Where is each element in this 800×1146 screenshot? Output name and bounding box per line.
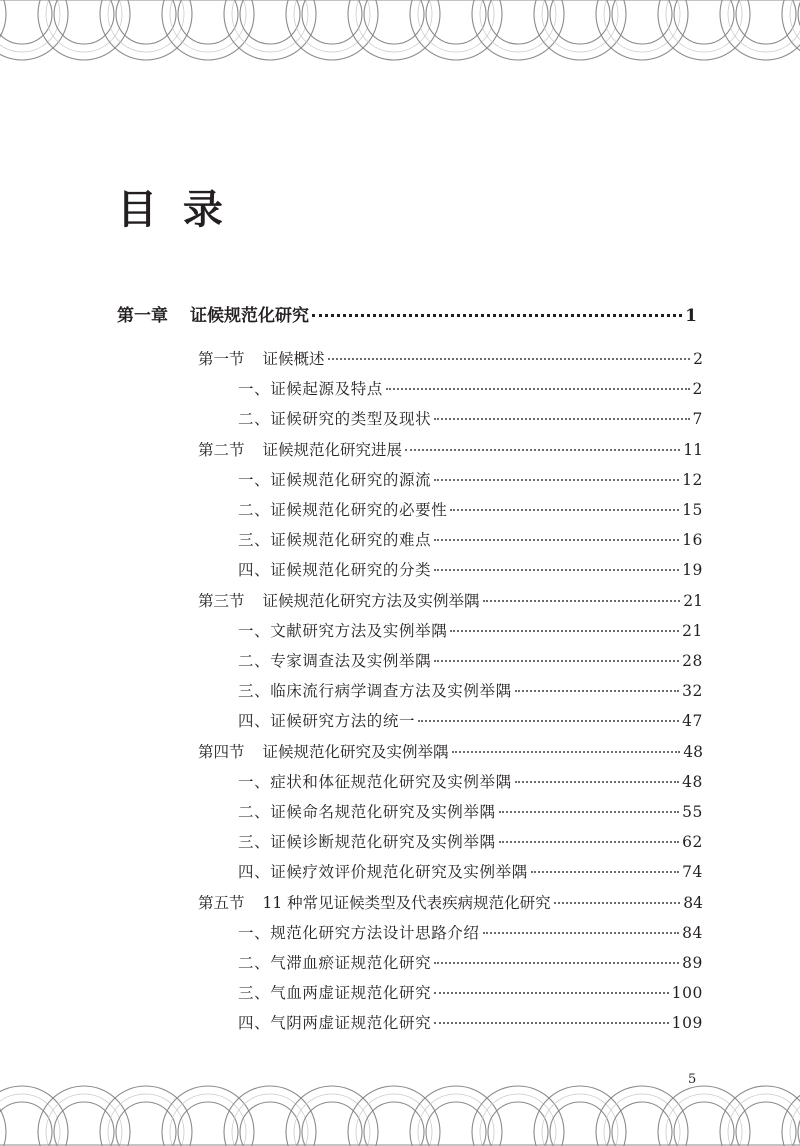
entry-page-number: 109: [671, 1014, 703, 1033]
entry-page-number: 21: [683, 591, 703, 610]
section-title: 证候规范化研究进展: [262, 440, 403, 459]
dot-leader: [499, 841, 679, 843]
dot-leader: [434, 569, 679, 571]
toc-section-entry[interactable]: [198, 893, 703, 912]
toc-section-entry[interactable]: [198, 440, 703, 459]
dot-leader: [405, 449, 680, 451]
wave-circle: [364, 1102, 424, 1146]
top-wave-pattern: [0, 0, 800, 62]
dot-leader: [554, 902, 681, 904]
wave-circle: [302, 0, 362, 44]
dot-leader: [483, 932, 680, 934]
dot-leader: [515, 690, 679, 692]
wave-circle: [736, 1102, 796, 1146]
subsection-title: 二、气滞血瘀证规范化研究: [238, 954, 432, 972]
entry-page-number: 100: [671, 984, 703, 1003]
wave-circle: [54, 1102, 114, 1146]
top-decorative-border: [0, 0, 800, 62]
chapter-page-number: 1: [685, 306, 697, 326]
entry-page-number: 19: [682, 561, 703, 580]
dot-leader: [434, 962, 679, 964]
wave-circle: [116, 0, 176, 44]
toc-subsection-entry[interactable]: [238, 684, 703, 700]
subsection-title: 三、气血两虚证规范化研究: [238, 984, 432, 1003]
wave-circle: [54, 0, 114, 44]
dot-leader: [434, 418, 689, 420]
entry-page-number: 84: [683, 893, 703, 912]
wave-circle: [364, 0, 424, 44]
entry-page-number: 15: [682, 501, 703, 519]
subsection-title: 一、规范化研究方法设计思路介绍: [238, 923, 480, 942]
subsection-title: 三、临床流行病学调查方法及实例举隅: [238, 682, 512, 701]
toc-subsection-entry[interactable]: [238, 772, 703, 791]
dot-leader: [434, 992, 668, 994]
wave-circle: [426, 1102, 486, 1146]
entry-page-number: 16: [682, 531, 703, 550]
subsection-title: 四、气阴两虚证规范化研究: [238, 1014, 432, 1033]
entry-page-number: 89: [682, 954, 703, 972]
subsection-title: 一、文献研究方法及实例举隅: [238, 621, 448, 640]
dot-leader: [450, 509, 679, 511]
subsection-title: 二、专家调查法及实例举隅: [238, 652, 432, 670]
toc-subsection-entry[interactable]: [238, 865, 703, 881]
toc-subsection-entry[interactable]: [238, 835, 703, 851]
dot-leader: [418, 720, 679, 722]
entry-page-number: 47: [682, 712, 703, 731]
entry-page-number: 28: [682, 652, 703, 670]
entry-page-number: 48: [682, 772, 703, 791]
toc-subsection-entry[interactable]: [238, 470, 703, 489]
toc-subsection-entry[interactable]: [238, 986, 703, 1002]
entry-page-number: 48: [683, 742, 703, 761]
dot-leader: [434, 479, 679, 481]
toc-subsection-entry[interactable]: [238, 382, 703, 398]
entry-page-number: 11: [683, 440, 703, 459]
toc-subsection-entry[interactable]: [238, 621, 703, 640]
bottom-wave-pattern: [0, 1076, 800, 1146]
subsection-title: 三、证候诊断规范化研究及实例举隅: [238, 833, 496, 852]
subsection-title: 二、证候研究的类型及现状: [238, 410, 432, 429]
subsection-title: 四、证候疗效评价规范化研究及实例举隅: [238, 863, 528, 882]
subsection-title: 二、证候命名规范化研究及实例举隅: [238, 803, 496, 821]
wave-circle: [240, 1102, 300, 1146]
dot-leader: [434, 1022, 668, 1024]
toc-subsection-entry[interactable]: [238, 714, 703, 730]
wave-circle: [612, 0, 672, 44]
toc-section-entry[interactable]: [198, 352, 703, 368]
chapter-title: 证候规范化研究: [190, 306, 309, 326]
toc-section-entry[interactable]: [198, 742, 703, 761]
wave-circle: [674, 1102, 734, 1146]
entry-page-number: 2: [693, 350, 703, 368]
section-title: 证候概述: [262, 350, 325, 368]
entry-page-number: 12: [682, 470, 703, 489]
section-number: 第三节: [198, 591, 245, 610]
toc-subsection-entry[interactable]: [238, 923, 703, 942]
toc-section-entry[interactable]: [198, 591, 703, 610]
toc-subsection-entry[interactable]: [238, 956, 703, 972]
toc-subsection-entry[interactable]: [238, 563, 703, 579]
wave-circle: [0, 0, 6, 60]
entry-page-number: 7: [692, 410, 703, 429]
section-title: 证候规范化研究方法及实例举隅: [262, 591, 480, 610]
wave-circle: [612, 1102, 672, 1146]
toc-subsection-entry[interactable]: [238, 503, 703, 519]
wave-circle: [736, 0, 796, 44]
subsection-title: 四、证候规范化研究的分类: [238, 561, 432, 580]
wave-circle: [488, 0, 548, 44]
subsection-title: 三、证候规范化研究的难点: [238, 531, 432, 550]
dot-leader: [328, 358, 691, 360]
section-title: 11 种常见证候类型及代表疾病规范化研究: [262, 893, 551, 912]
wave-circle: [178, 0, 238, 44]
dot-leader: [452, 751, 681, 753]
dot-leader: [312, 314, 682, 317]
toc-chapter-entry[interactable]: [117, 308, 697, 325]
wave-circle: [488, 1102, 548, 1146]
toc-subsection-entry[interactable]: [238, 654, 703, 670]
wave-circle: [178, 1102, 238, 1146]
entry-page-number: 32: [682, 682, 703, 701]
section-number: 第五节: [198, 893, 245, 912]
entry-page-number: 55: [682, 803, 703, 821]
wave-circle: [302, 1102, 362, 1146]
wave-circle: [0, 1086, 6, 1146]
section-number: 第一节: [198, 350, 245, 368]
page-title: 目 录: [117, 187, 229, 233]
dot-leader: [386, 388, 690, 390]
entry-page-number: 2: [692, 380, 703, 399]
dot-leader: [434, 660, 679, 662]
dot-leader: [483, 600, 681, 602]
dot-leader: [531, 871, 679, 873]
subsection-title: 二、证候规范化研究的必要性: [238, 501, 448, 519]
dot-leader: [499, 811, 679, 813]
toc-subsection-entry[interactable]: [238, 805, 703, 821]
folio-page-number: 5: [688, 1072, 697, 1087]
toc-subsection-entry[interactable]: [238, 412, 703, 428]
subsection-title: 一、证候规范化研究的源流: [238, 470, 432, 489]
dot-leader: [515, 781, 679, 783]
chapter-number: 第一章: [117, 306, 168, 326]
dot-leader: [450, 630, 679, 632]
wave-circle: [116, 1102, 176, 1146]
wave-circle: [0, 0, 68, 60]
section-number: 第四节: [198, 742, 245, 761]
dot-leader: [434, 539, 679, 541]
entry-page-number: 62: [682, 833, 703, 852]
wave-circle: [674, 0, 734, 44]
wave-circle: [550, 0, 610, 44]
subsection-title: 一、症状和体征规范化研究及实例举隅: [238, 772, 512, 791]
entry-page-number: 21: [682, 621, 703, 640]
wave-circle: [426, 0, 486, 44]
entry-page-number: 84: [682, 923, 703, 942]
bottom-decorative-border: [0, 1076, 800, 1146]
wave-circle: [550, 1102, 610, 1146]
wave-circle: [240, 0, 300, 44]
toc-subsection-entry[interactable]: [238, 533, 703, 549]
entry-page-number: 74: [682, 863, 703, 882]
section-title: 证候规范化研究及实例举隅: [262, 742, 449, 761]
section-number: 第二节: [198, 440, 245, 459]
subsection-title: 四、证候研究方法的统一: [238, 712, 416, 731]
toc-subsection-entry[interactable]: [238, 1016, 703, 1032]
subsection-title: 一、证候起源及特点: [238, 380, 383, 399]
wave-circle: [0, 1086, 68, 1146]
